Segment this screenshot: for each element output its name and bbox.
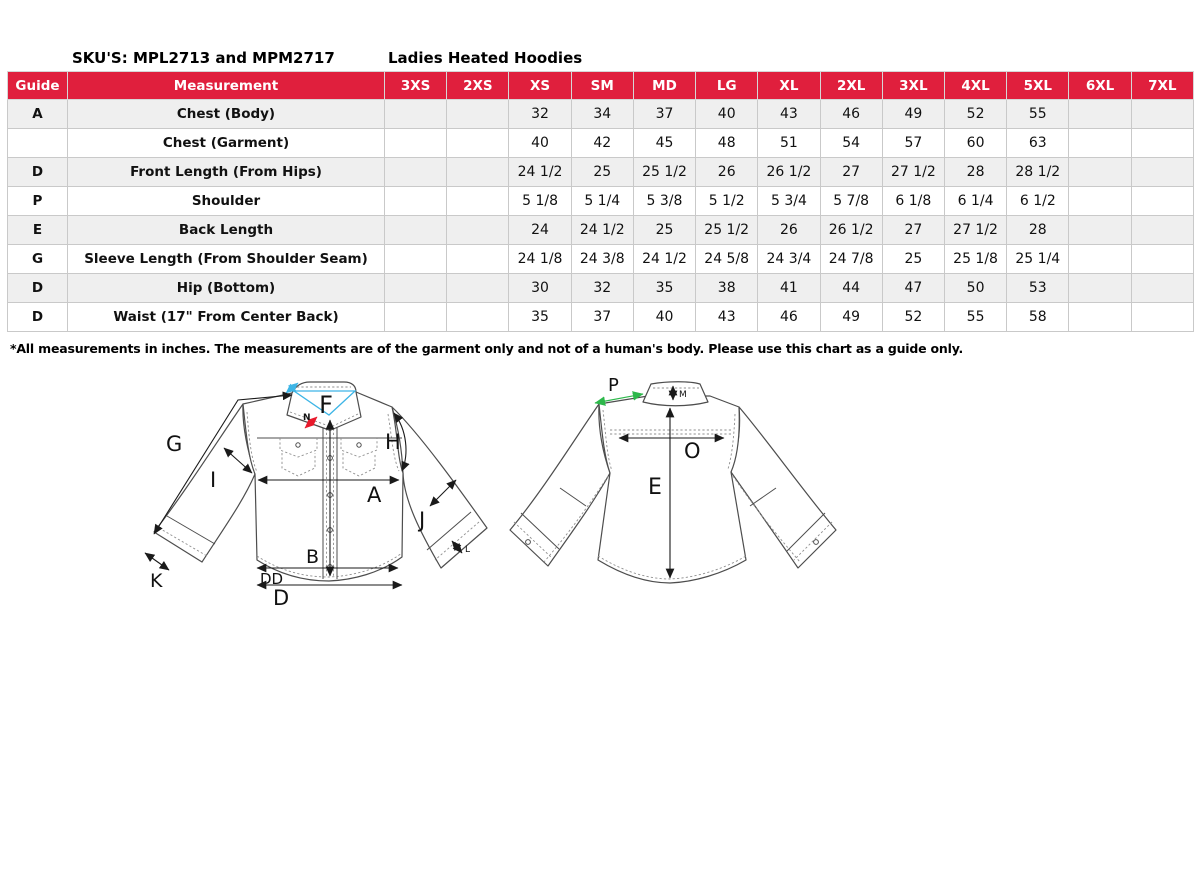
size-value-cell <box>447 100 509 129</box>
label-f: F <box>319 391 333 419</box>
size-value-cell <box>385 216 447 245</box>
measure-arrow-k <box>145 553 169 592</box>
size-value-cell: 25 <box>633 216 695 245</box>
size-value-cell: 34 <box>571 100 633 129</box>
size-value-cell: 28 1/2 <box>1007 158 1069 187</box>
size-value-cell: 53 <box>1007 274 1069 303</box>
size-value-cell: 25 1/2 <box>633 158 695 187</box>
size-value-cell: 25 <box>571 158 633 187</box>
size-value-cell: 47 <box>882 274 944 303</box>
size-chart-body <box>8 100 1194 332</box>
size-value-cell: 30 <box>509 274 571 303</box>
size-value-cell: 35 <box>633 274 695 303</box>
size-value-cell <box>1131 129 1193 158</box>
size-value-cell: 24 1/2 <box>509 158 571 187</box>
size-value-cell: 43 <box>696 303 758 332</box>
size-value-cell: 24 1/2 <box>571 216 633 245</box>
size-value-cell: 43 <box>758 100 820 129</box>
size-value-cell: 35 <box>509 303 571 332</box>
column-header-3xl: 3XL <box>882 72 944 100</box>
column-header-xl: XL <box>758 72 820 100</box>
label-l: L <box>465 545 471 555</box>
size-value-cell: 28 <box>1007 216 1069 245</box>
size-value-cell <box>447 303 509 332</box>
back-view-diagram <box>498 372 858 672</box>
size-value-cell <box>447 245 509 274</box>
column-header-6xl: 6XL <box>1069 72 1131 100</box>
size-value-cell: 37 <box>571 303 633 332</box>
size-value-cell <box>1069 216 1131 245</box>
size-value-cell: 49 <box>882 100 944 129</box>
size-value-cell <box>1131 158 1193 187</box>
size-value-cell: 54 <box>820 129 882 158</box>
table-row <box>8 129 1194 158</box>
column-header-2xl: 2XL <box>820 72 882 100</box>
size-value-cell: 41 <box>758 274 820 303</box>
column-header-measurement: Measurement <box>68 72 385 100</box>
size-value-cell: 5 1/8 <box>509 187 571 216</box>
guide-cell: G <box>8 245 68 274</box>
size-value-cell <box>1131 245 1193 274</box>
size-value-cell <box>1069 129 1131 158</box>
sku-title: SKU'S: MPL2713 and MPM2717 <box>72 49 335 67</box>
guide-cell: A <box>8 100 68 129</box>
label-p: P <box>608 375 619 396</box>
size-value-cell: 5 1/4 <box>571 187 633 216</box>
size-value-cell <box>1131 216 1193 245</box>
measurement-cell: Shoulder <box>68 187 385 216</box>
size-value-cell <box>447 129 509 158</box>
size-value-cell: 6 1/4 <box>944 187 1006 216</box>
column-header-7xl: 7XL <box>1131 72 1193 100</box>
size-value-cell <box>1069 245 1131 274</box>
table-row <box>8 158 1194 187</box>
column-header-guide: Guide <box>8 72 68 100</box>
label-e: E <box>648 475 662 500</box>
size-value-cell: 60 <box>944 129 1006 158</box>
size-value-cell: 5 7/8 <box>820 187 882 216</box>
size-value-cell <box>1131 303 1193 332</box>
table-row <box>8 274 1194 303</box>
size-value-cell: 58 <box>1007 303 1069 332</box>
label-dd: DD <box>260 570 284 588</box>
size-value-cell: 57 <box>882 129 944 158</box>
measure-arrow-d <box>257 585 402 610</box>
label-i: I <box>210 468 217 492</box>
size-value-cell: 32 <box>571 274 633 303</box>
table-row <box>8 303 1194 332</box>
size-value-cell <box>447 158 509 187</box>
size-value-cell: 26 1/2 <box>758 158 820 187</box>
size-value-cell: 48 <box>696 129 758 158</box>
product-title: Ladies Heated Hoodies <box>388 49 583 67</box>
label-j: J <box>419 508 426 532</box>
column-header-2xs: 2XS <box>447 72 509 100</box>
size-value-cell: 40 <box>633 303 695 332</box>
label-m: M <box>679 390 687 400</box>
size-value-cell <box>385 187 447 216</box>
measurement-cell: Hip (Bottom) <box>68 274 385 303</box>
back-garment-outline <box>510 382 836 583</box>
size-value-cell: 49 <box>820 303 882 332</box>
size-value-cell: 24 <box>509 216 571 245</box>
size-value-cell: 5 3/4 <box>758 187 820 216</box>
size-value-cell <box>385 100 447 129</box>
column-header-md: MD <box>633 72 695 100</box>
size-value-cell <box>1069 100 1131 129</box>
table-row <box>8 187 1194 216</box>
guide-cell: D <box>8 158 68 187</box>
size-value-cell: 25 1/8 <box>944 245 1006 274</box>
size-chart-header <box>8 72 1194 100</box>
size-value-cell: 46 <box>758 303 820 332</box>
size-value-cell <box>385 129 447 158</box>
header-row <box>8 72 1194 100</box>
label-k: K <box>150 570 163 592</box>
size-value-cell: 27 <box>820 158 882 187</box>
measurement-cell: Chest (Body) <box>68 100 385 129</box>
guide-cell: P <box>8 187 68 216</box>
guide-cell: D <box>8 274 68 303</box>
size-value-cell: 26 1/2 <box>820 216 882 245</box>
size-value-cell <box>447 274 509 303</box>
size-value-cell: 63 <box>1007 129 1069 158</box>
column-header-5xl: 5XL <box>1007 72 1069 100</box>
size-value-cell: 55 <box>944 303 1006 332</box>
size-value-cell: 5 1/2 <box>696 187 758 216</box>
column-header-lg: LG <box>696 72 758 100</box>
size-value-cell <box>385 158 447 187</box>
size-value-cell: 26 <box>696 158 758 187</box>
label-g: G <box>166 432 183 456</box>
size-value-cell: 6 1/2 <box>1007 187 1069 216</box>
measurement-cell: Waist (17" From Center Back) <box>68 303 385 332</box>
size-value-cell: 46 <box>820 100 882 129</box>
size-value-cell <box>447 187 509 216</box>
garment-diagrams <box>0 372 1200 678</box>
size-value-cell: 42 <box>571 129 633 158</box>
size-value-cell: 24 5/8 <box>696 245 758 274</box>
size-value-cell <box>1131 274 1193 303</box>
size-value-cell: 52 <box>944 100 1006 129</box>
size-value-cell: 25 1/4 <box>1007 245 1069 274</box>
size-value-cell: 37 <box>633 100 695 129</box>
size-value-cell <box>1069 303 1131 332</box>
size-value-cell <box>385 303 447 332</box>
guide-cell <box>8 129 68 158</box>
size-value-cell: 25 <box>882 245 944 274</box>
size-value-cell: 26 <box>758 216 820 245</box>
label-h: H <box>385 430 401 454</box>
size-value-cell: 24 1/8 <box>509 245 571 274</box>
size-value-cell <box>447 216 509 245</box>
measurement-cell: Sleeve Length (From Shoulder Seam) <box>68 245 385 274</box>
size-value-cell: 52 <box>882 303 944 332</box>
measurement-cell: Front Length (From Hips) <box>68 158 385 187</box>
column-header-3xs: 3XS <box>385 72 447 100</box>
measurement-cell: Back Length <box>68 216 385 245</box>
size-value-cell: 50 <box>944 274 1006 303</box>
table-row <box>8 245 1194 274</box>
size-value-cell: 27 1/2 <box>944 216 1006 245</box>
front-view-diagram <box>140 372 510 672</box>
size-value-cell: 25 1/2 <box>696 216 758 245</box>
table-row <box>8 100 1194 129</box>
column-header-xs: XS <box>509 72 571 100</box>
size-value-cell: 6 1/8 <box>882 187 944 216</box>
size-value-cell <box>1069 187 1131 216</box>
size-value-cell: 45 <box>633 129 695 158</box>
size-value-cell: 32 <box>509 100 571 129</box>
label-b: B <box>306 546 320 568</box>
size-value-cell <box>1131 187 1193 216</box>
label-a: A <box>367 483 382 507</box>
measurement-cell: Chest (Garment) <box>68 129 385 158</box>
size-value-cell: 40 <box>696 100 758 129</box>
label-d: D <box>273 586 290 610</box>
column-header-4xl: 4XL <box>944 72 1006 100</box>
size-value-cell: 51 <box>758 129 820 158</box>
size-value-cell: 38 <box>696 274 758 303</box>
guide-cell: D <box>8 303 68 332</box>
size-value-cell: 27 1/2 <box>882 158 944 187</box>
size-value-cell <box>1069 274 1131 303</box>
size-value-cell: 24 1/2 <box>633 245 695 274</box>
label-n: N <box>303 413 311 423</box>
label-o: O <box>684 439 701 463</box>
size-value-cell <box>385 274 447 303</box>
size-value-cell: 24 7/8 <box>820 245 882 274</box>
table-row <box>8 216 1194 245</box>
size-value-cell: 55 <box>1007 100 1069 129</box>
guide-cell: E <box>8 216 68 245</box>
size-value-cell: 27 <box>882 216 944 245</box>
size-value-cell: 40 <box>509 129 571 158</box>
size-value-cell: 5 3/8 <box>633 187 695 216</box>
size-chart-table <box>7 71 1194 332</box>
size-value-cell <box>1069 158 1131 187</box>
footnote: *All measurements in inches. The measurements are of the garment only and not of a human's body. Please use this chart as a guide only. <box>10 341 964 356</box>
size-value-cell: 28 <box>944 158 1006 187</box>
size-value-cell <box>385 245 447 274</box>
size-value-cell: 44 <box>820 274 882 303</box>
size-value-cell <box>1131 100 1193 129</box>
size-value-cell: 24 3/8 <box>571 245 633 274</box>
column-header-sm: SM <box>571 72 633 100</box>
size-value-cell: 24 3/4 <box>758 245 820 274</box>
